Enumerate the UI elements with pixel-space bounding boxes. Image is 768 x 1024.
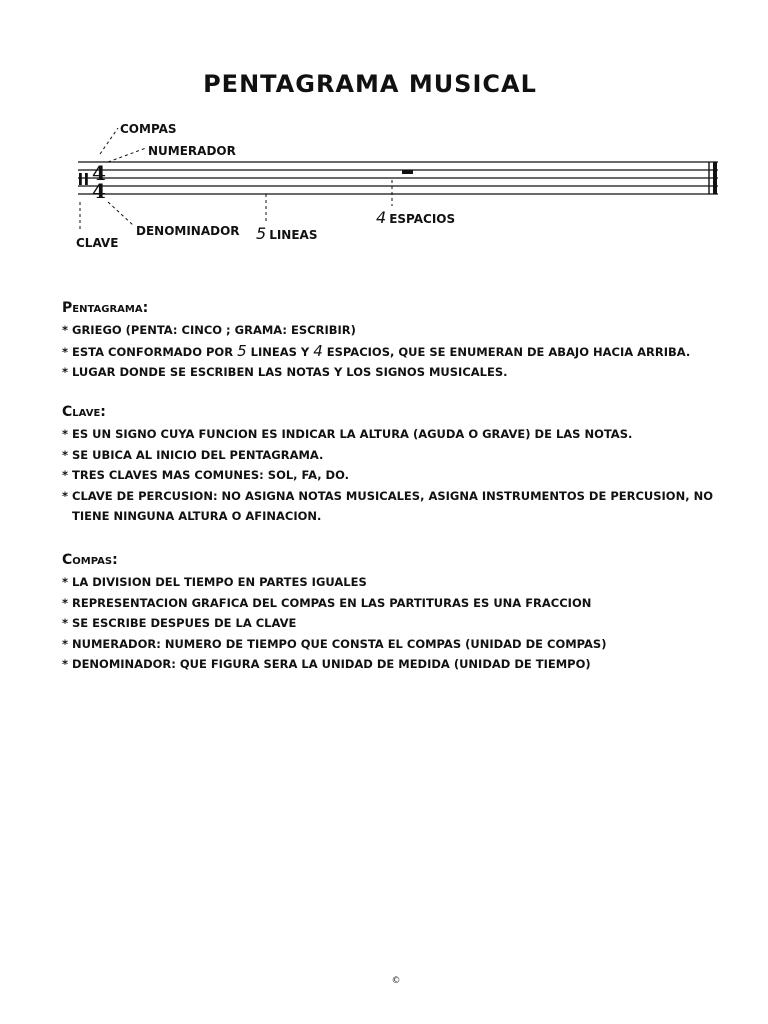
section-heading: Pentagrama: bbox=[62, 300, 149, 316]
time-numerator: 4 bbox=[92, 161, 106, 185]
number-five: 5 bbox=[237, 341, 247, 360]
list-item: * SE ESCRIBE DESPUES DE LA CLAVE bbox=[62, 616, 297, 630]
label-clave: CLAVE bbox=[76, 236, 119, 250]
bullet-list bbox=[62, 320, 742, 383]
list-item: * CLAVE DE PERCUSION: NO ASIGNA NOTAS MUSICALES, ASIGNA INSTRUMENTOS DE PERCUSION, NO TIENE NINGUNA ALTURA O AFINACION. bbox=[62, 488, 713, 523]
list-item: * REPRESENTACION GRAFICA DEL COMPAS EN LAS PARTITURAS ES UNA FRACCION bbox=[62, 595, 592, 610]
leader-denominador bbox=[108, 202, 134, 226]
label-espacios bbox=[376, 208, 455, 227]
copyright-mark: © bbox=[391, 976, 401, 986]
whole-rest-icon bbox=[402, 170, 413, 174]
list-item: * NUMERADOR: NUMERO DE TIEMPO QUE CONSTA EL COMPAS (UNIDAD DE COMPAS) bbox=[62, 636, 607, 651]
list-item: * TRES CLAVES MAS COMUNES: SOL, FA, DO. bbox=[62, 468, 350, 482]
bullet-list bbox=[62, 424, 742, 527]
label-lineas-number: 5 bbox=[256, 224, 267, 243]
label-numerador: NUMERADOR bbox=[148, 144, 236, 158]
number-four: 4 bbox=[313, 341, 323, 360]
staff-lines bbox=[78, 162, 718, 194]
time-denominator: 4 bbox=[92, 179, 106, 203]
label-denominador: DENOMINADOR bbox=[136, 224, 240, 238]
list-item: * GRIEGO (PENTA: CINCO ; GRAMA: ESCRIBIR) bbox=[62, 323, 356, 337]
page-title: PENTAGRAMA MUSICAL bbox=[203, 70, 537, 98]
label-espacios-number: 4 bbox=[376, 208, 387, 227]
section-compas bbox=[62, 552, 742, 675]
list-item-text: * ESTA CONFORMADO POR bbox=[62, 344, 238, 359]
section-heading: Clave: bbox=[62, 404, 106, 420]
section-clave bbox=[62, 404, 742, 527]
list-item: * SE UBICA AL INICIO DEL PENTAGRAMA. bbox=[62, 447, 324, 462]
percussion-clef-icon bbox=[79, 173, 88, 185]
label-lineas-text: LINEAS bbox=[269, 228, 318, 242]
list-item: * DENOMINADOR: QUE FIGURA SERA LA UNIDAD DE MEDIDA (UNIDAD DE TIEMPO) bbox=[62, 657, 591, 671]
list-item bbox=[62, 341, 742, 363]
bullet-list bbox=[62, 572, 742, 675]
list-item: * ES UN SIGNO CUYA FUNCION ES INDICAR LA ALTURA (AGUDA O GRAVE) DE LAS NOTAS. bbox=[62, 427, 633, 441]
leader-numerador bbox=[108, 148, 146, 162]
label-lineas bbox=[256, 224, 317, 243]
list-item: * LUGAR DONDE SE ESCRIBEN LAS NOTAS Y LOS SIGNOS MUSICALES. bbox=[62, 365, 508, 379]
section-pentagrama bbox=[62, 300, 742, 383]
label-compas: COMPAS bbox=[120, 122, 177, 136]
list-item: * LA DIVISION DEL TIEMPO EN PARTES IGUALES bbox=[62, 575, 367, 589]
list-item-text: LINEAS Y bbox=[246, 344, 314, 359]
section-heading: Compas: bbox=[62, 552, 118, 568]
leader-compas bbox=[100, 128, 118, 154]
list-item-text: ESPACIOS, QUE SE ENUMERAN DE ABAJO HACIA ARRIBA. bbox=[322, 344, 691, 359]
label-espacios-text: ESPACIOS bbox=[389, 212, 456, 226]
